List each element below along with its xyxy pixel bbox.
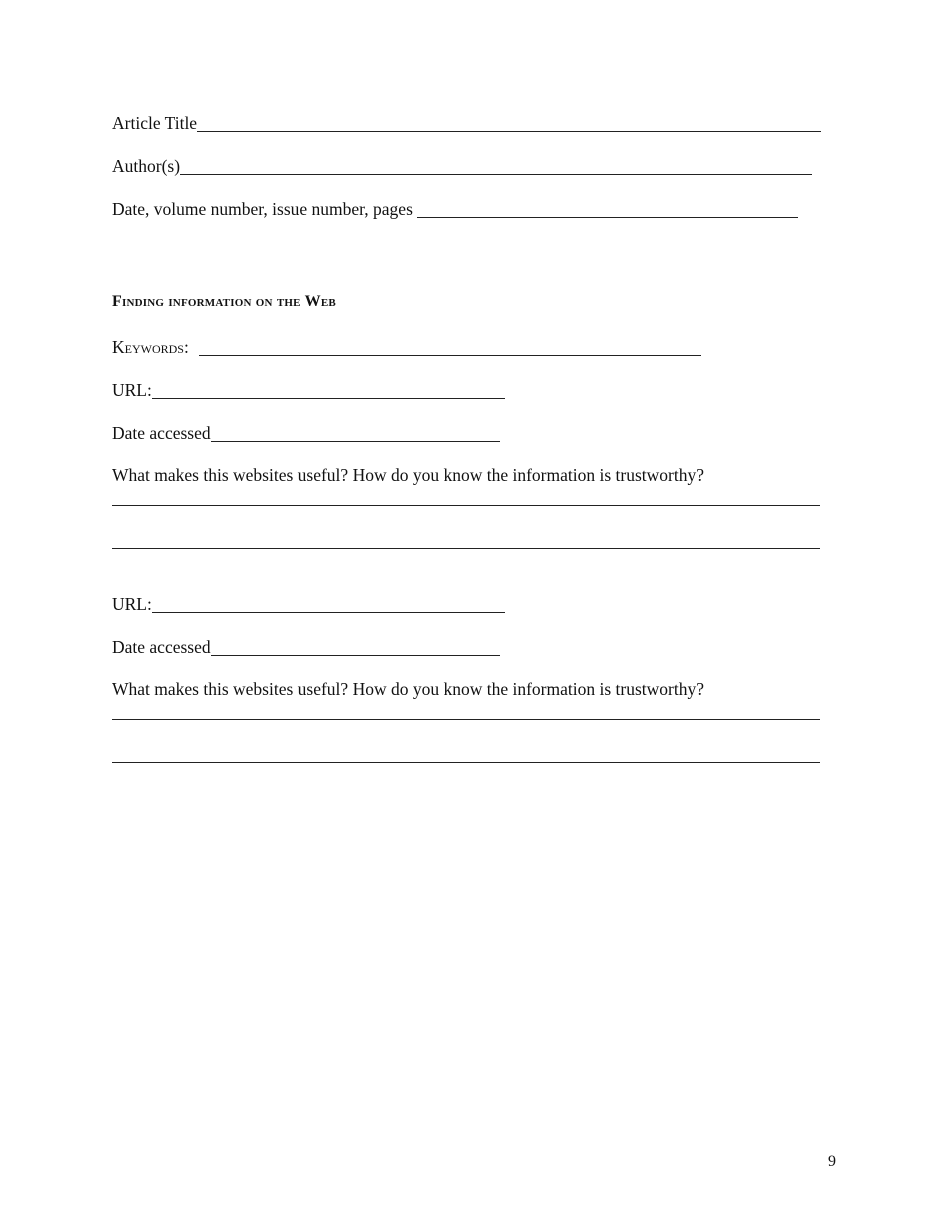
date-volume-label: Date, volume number, issue number, pages	[112, 199, 418, 219]
section-heading: Finding information on the Web	[112, 293, 336, 310]
usefulness-question-2: What makes this websites useful? How do you know the information is trustworthy?	[112, 679, 704, 699]
answer-line-2b[interactable]	[112, 762, 820, 763]
date-accessed-blank-1[interactable]	[211, 423, 500, 442]
article-title-field	[112, 112, 821, 134]
date-accessed-label-1: Date accessed	[112, 423, 211, 443]
answer-line-2a[interactable]	[112, 719, 820, 720]
url-blank-1[interactable]	[152, 380, 505, 399]
url-field-1	[112, 379, 505, 401]
authors-blank[interactable]	[180, 156, 812, 175]
article-title-label: Article Title	[112, 113, 198, 133]
url-label-2: URL:	[112, 594, 152, 614]
date-accessed-field-1	[112, 422, 500, 444]
date-accessed-field-2	[112, 636, 500, 658]
authors-label: Author(s)	[112, 156, 181, 176]
page-number: 9	[828, 1153, 836, 1170]
date-accessed-label-2: Date accessed	[112, 637, 211, 657]
keywords-label: Keywords:	[112, 337, 194, 357]
date-volume-blank[interactable]	[417, 199, 798, 218]
article-title-blank[interactable]	[197, 113, 821, 132]
url-label-1: URL:	[112, 380, 152, 400]
date-volume-field	[112, 198, 798, 220]
usefulness-question-1: What makes this websites useful? How do you know the information is trustworthy?	[112, 465, 704, 485]
url-field-2	[112, 593, 505, 615]
keywords-field	[112, 336, 701, 358]
date-accessed-blank-2[interactable]	[211, 637, 500, 656]
authors-field	[112, 155, 812, 177]
url-blank-2[interactable]	[152, 594, 505, 613]
answer-line-1b[interactable]	[112, 548, 820, 549]
keywords-blank[interactable]	[199, 337, 701, 356]
answer-line-1a[interactable]	[112, 505, 820, 506]
